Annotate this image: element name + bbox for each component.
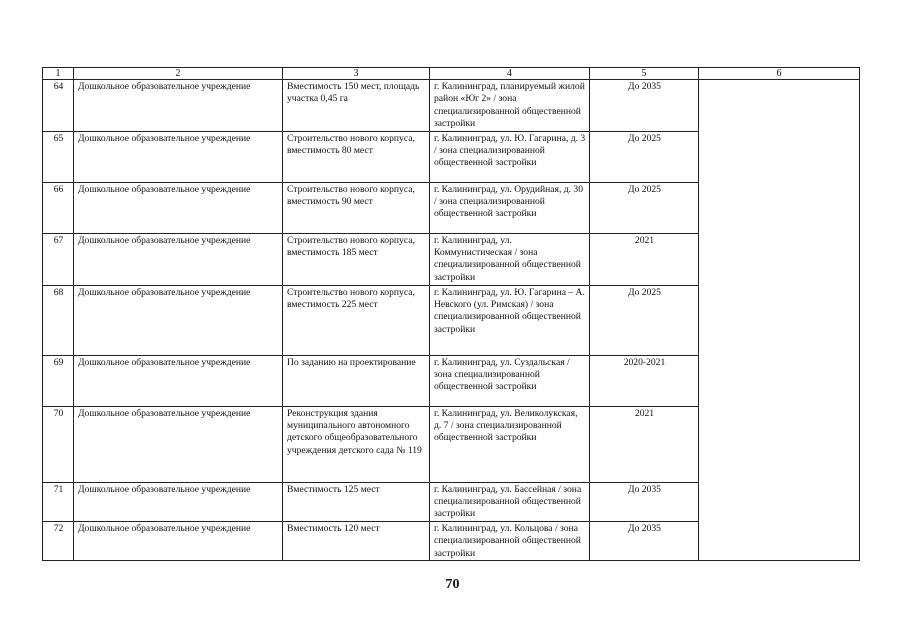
facility-type: Дошкольное образовательное учреждение xyxy=(74,355,283,406)
row-number: 66 xyxy=(43,182,74,233)
facility-year: До 2035 xyxy=(590,521,699,560)
row-number: 69 xyxy=(43,355,74,406)
row-number: 70 xyxy=(43,406,74,482)
row-number: 65 xyxy=(43,131,74,182)
facility-type: Дошкольное образовательное учреждение xyxy=(74,233,283,285)
facility-location: г. Калининград, ул. Ю. Гагарина – А. Невского (ул. Римская) / зона специализированной общественной застройки xyxy=(430,285,590,355)
notes-cell xyxy=(699,80,860,561)
facility-year: До 2025 xyxy=(590,285,699,355)
header-col-6: 6 xyxy=(699,68,860,80)
row-number: 64 xyxy=(43,80,74,132)
row-number: 68 xyxy=(43,285,74,355)
row-number: 71 xyxy=(43,482,74,521)
facility-year: 2020-2021 xyxy=(590,355,699,406)
facility-description: Вместимость 125 мест xyxy=(283,482,430,521)
facility-year: До 2035 xyxy=(590,482,699,521)
table-row xyxy=(43,80,860,132)
facility-description: Строительство нового корпуса, вместимость 90 мест xyxy=(283,182,430,233)
facility-type: Дошкольное образовательное учреждение xyxy=(74,406,283,482)
facility-description: Строительство нового корпуса, вместимость 225 мест xyxy=(283,285,430,355)
facility-description: Вместимость 150 мест, площадь участка 0,45 га xyxy=(283,80,430,132)
facility-year: До 2025 xyxy=(590,131,699,182)
header-col-1: 1 xyxy=(43,68,74,80)
facility-description: Вместимость 120 мест xyxy=(283,521,430,560)
facility-location: г. Калининград, ул. Кольцова / зона специализированной общественной застройки xyxy=(430,521,590,560)
facility-location: г. Калининград, ул. Ю. Гагарина, д. 3 / зона специализированной общественной застройки xyxy=(430,131,590,182)
facility-description: По заданию на проектирование xyxy=(283,355,430,406)
header-col-4: 4 xyxy=(430,68,590,80)
facility-location: г. Калининград, ул. Коммунистическая / зона специализированной общественной застройки xyxy=(430,233,590,285)
facility-description: Строительство нового корпуса, вместимость 80 мест xyxy=(283,131,430,182)
facility-year: До 2025 xyxy=(590,182,699,233)
facility-type: Дошкольное образовательное учреждение xyxy=(74,521,283,560)
facility-type: Дошкольное образовательное учреждение xyxy=(74,131,283,182)
facility-location: г. Калининград, ул. Суздальская / зона специализированной общественной застройки xyxy=(430,355,590,406)
facility-description: Строительство нового корпуса, вместимость 185 мест xyxy=(283,233,430,285)
facility-type: Дошкольное образовательное учреждение xyxy=(74,182,283,233)
header-col-5: 5 xyxy=(590,68,699,80)
header-col-3: 3 xyxy=(283,68,430,80)
facility-location: г. Калининград, планируемый жилой район «Юг 2» / зона специализированной общественной застройки xyxy=(430,80,590,132)
header-col-2: 2 xyxy=(74,68,283,80)
facility-location: г. Калининград, ул. Бассейная / зона специализированной общественной застройки xyxy=(430,482,590,521)
facility-year: 2021 xyxy=(590,406,699,482)
row-number: 67 xyxy=(43,233,74,285)
facility-type: Дошкольное образовательное учреждение xyxy=(74,80,283,132)
facility-description: Реконструкция здания муниципального автономного детского общеобразовательного учреждения детского сада № 119 xyxy=(283,406,430,482)
facilities-table xyxy=(42,67,860,561)
row-number: 72 xyxy=(43,521,74,560)
facility-location: г. Калининград, ул. Орудийная, д. 30 / зона специализированной общественной застройки xyxy=(430,182,590,233)
facility-type: Дошкольное образовательное учреждение xyxy=(74,285,283,355)
facility-year: 2021 xyxy=(590,233,699,285)
header-row xyxy=(43,68,860,80)
facility-location: г. Калининград, ул. Великолукская, д. 7 / зона специализированной общественной застройки xyxy=(430,406,590,482)
facility-year: До 2035 xyxy=(590,80,699,132)
page-number: 70 xyxy=(445,577,460,592)
facility-type: Дошкольное образовательное учреждение xyxy=(74,482,283,521)
